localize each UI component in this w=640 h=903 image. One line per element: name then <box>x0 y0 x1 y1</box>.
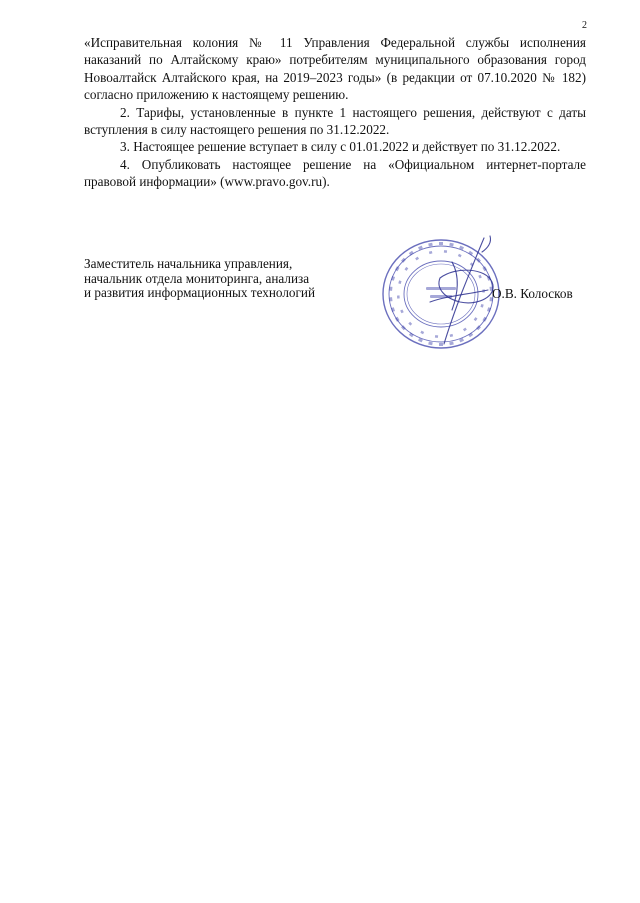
signatory-name: О.В. Колосков <box>492 286 573 301</box>
signatory-position-line-3: и развития информационных технологий <box>84 285 316 301</box>
decision-body <box>84 34 586 191</box>
paragraph-2: 2. Тарифы, установленные в пункте 1 настоящего решения, действуют с даты вступления в силу настоящего решения по 31.12.2022. <box>84 104 586 138</box>
paragraph-1-continuation: «Исправительная колония № 11 Управления Федеральной службы исполнения наказаний по Алтайскому краю» потребителям муниципального образования город Новоалтайск Алтайского края, на 2019–2023 годы» (в редакции от 07.10.2020 № 182) согласно приложению к настоящему решению. <box>84 35 586 103</box>
signatory-position-line-1: Заместитель начальника управления, <box>84 256 293 271</box>
page-number: 2 <box>582 20 587 31</box>
signatory-position-line-2: начальник отдела мониторинга, анализа <box>84 270 310 286</box>
paragraph-4: 4. Опубликовать настоящее решение на «Официальном интернет-портале правовой информации» (www.pravo.gov.ru). <box>84 156 586 190</box>
paragraph-3: 3. Настоящее решение вступает в силу с 01.01.2022 и действует по 31.12.2022. <box>120 139 561 155</box>
signatory-position <box>84 257 374 301</box>
